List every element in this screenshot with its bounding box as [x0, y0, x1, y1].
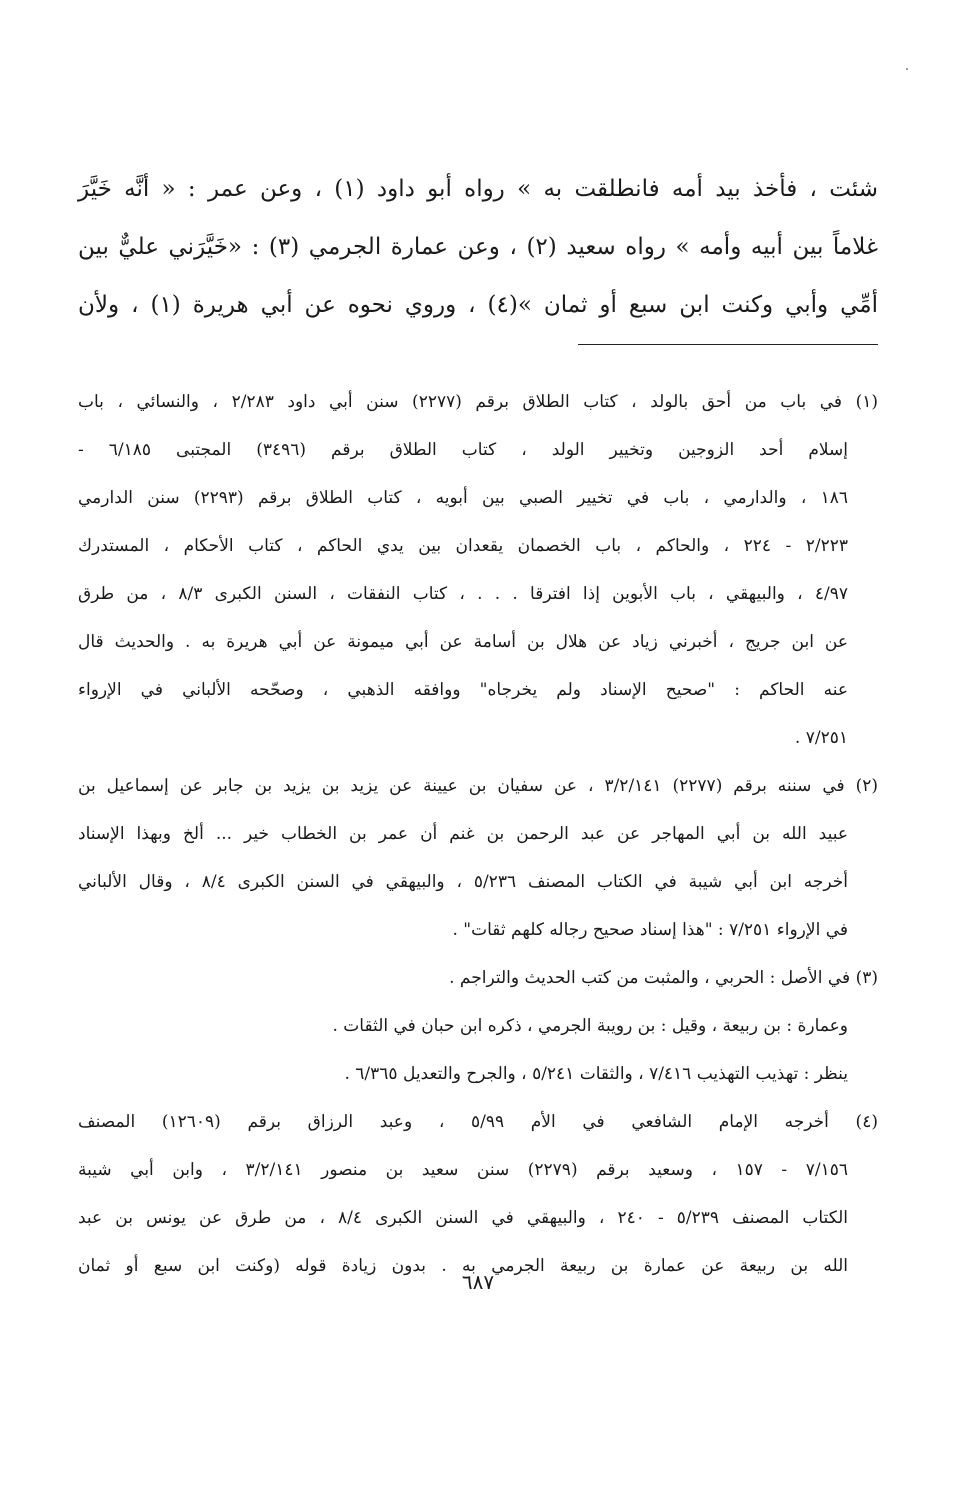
- footnote-line: الله بن ربيعة عن عمارة بن ربيعة الجرمي به . بدون زيادة قوله (وكنت ابن سبع أو ثمان: [78, 1256, 849, 1276]
- footnote-line: (١) في باب من أحق بالولد ، كتاب الطلاق برقم (٢٢٧٧) سنن أبي داود ٢/٢٨٣ ، والنسائي ، باب: [78, 392, 879, 412]
- footnotes: [78, 378, 878, 1290]
- footnote-line: ينظر : تهذيب التهذيب ٧/٤١٦ ، والثقات ٥/٢٤١ ، والجرح والتعديل ٦/٣٦٥ .: [344, 1064, 848, 1084]
- footnote-line: في الإرواء ٧/٢٥١ : "هذا إسناد صحيح رجاله كلهم ثقات" .: [452, 920, 848, 940]
- footnote-2: [78, 762, 878, 954]
- footnote-line: (٤) أخرجه الإمام الشافعي في الأم ٥/٩٩ ، وعبد الرزاق برقم (١٢٦٠٩) المصنف: [78, 1112, 878, 1132]
- footnote-line: عنه الحاكم : "صحيح الإسناد ولم يخرجاه" ووافقه الذهبي ، وصحّحه الألباني في الإرواء: [78, 680, 848, 700]
- footnote-line: ٧/٢٥١ .: [794, 728, 848, 748]
- main-text-line: غلاماً بين أبيه وأمه » رواه سعيد (٢) ، وعن عمارة الجرمي (٣) : «خَيَّرَني عليٌّ بين: [78, 234, 879, 260]
- main-text-line: أمِّي وأبي وكنت ابن سبع أو ثمان »(٤) ، وروي نحوه عن أبي هريرة (١) ، ولأن: [78, 292, 878, 318]
- footnote-3: [78, 954, 878, 1098]
- footnote-line: إسلام أحد الزوجين وتخيير الولد ، كتاب الطلاق برقم (٣٤٩٦) المجتبى ٦/١٨٥ -: [78, 440, 848, 460]
- footnote-line: عبيد الله بن أبي المهاجر عن عبد الرحمن بن غنم أن عمر بن الخطاب خير ... ألخ وبهذا الإسناد: [78, 824, 848, 844]
- footnote-line: ٢/٢٢٣ - ٢٢٤ ، والحاكم ، باب الخصمان يقعدان بين يدي الحاكم ، كتاب الأحكام ، المستدرك: [78, 536, 848, 556]
- footnote-line: ٧/١٥٦ - ١٥٧ ، وسعيد برقم (٢٢٧٩) سنن سعيد بن منصور ٣/٢/١٤١ ، وابن أبي شيبة: [78, 1160, 848, 1180]
- footnote-line: ١٨٦ ، والدارمي ، باب في تخيير الصبي بين أبويه ، كتاب الطلاق برقم (٢٢٩٣) سنن الدارمي: [78, 488, 848, 508]
- footnote-4: [78, 1098, 878, 1290]
- main-text-line: شئت ، فأخذ بيد أمه فانطلقت به » رواه أبو داود (١) ، وعن عمر : « أنَّه خَيَّرَ: [78, 176, 878, 202]
- footnote-line: أخرجه ابن أبي شيبة في الكتاب المصنف ٥/٢٣٦ ، والبيهقي في السنن الكبرى ٨/٤ ، وقال الألباني: [78, 872, 849, 892]
- main-text: [78, 160, 878, 334]
- footnote-line: عن ابن جريج ، أخبرني زياد عن هلال بن أسامة عن أبي ميمونة عن أبي هريرة به . والحديث قال: [78, 632, 848, 652]
- scan-mark: [906, 68, 908, 70]
- footnote-separator: [578, 344, 878, 345]
- footnote-1: [78, 378, 878, 762]
- footnote-line: (٢) في سننه برقم (٢٢٧٧) ٣/٢/١٤١ ، عن سفيان بن عيينة عن يزيد بن يزيد بن جابر عن إسماعيل بن: [78, 776, 878, 796]
- footnote-line: ٤/٩٧ ، والبيهقي ، باب الأبوين إذا افترقا . . . ، كتاب النفقات ، السنن الكبرى ٨/٣ ، من طرق: [78, 584, 848, 604]
- page-number: ٦٨٧: [461, 1270, 495, 1294]
- footnote-line: وعمارة : بن ربيعة ، وقيل : بن رويبة الجرمي ، ذكره ابن حبان في الثقات .: [332, 1016, 848, 1036]
- footnote-line: الكتاب المصنف ٥/٢٣٩ - ٢٤٠ ، والبيهقي في السنن الكبرى ٨/٤ ، من طرق عن يونس بن عبد: [78, 1208, 848, 1228]
- footnote-line: (٣) في الأصل : الحربي ، والمثبت من كتب الحديث والتراجم .: [449, 968, 878, 988]
